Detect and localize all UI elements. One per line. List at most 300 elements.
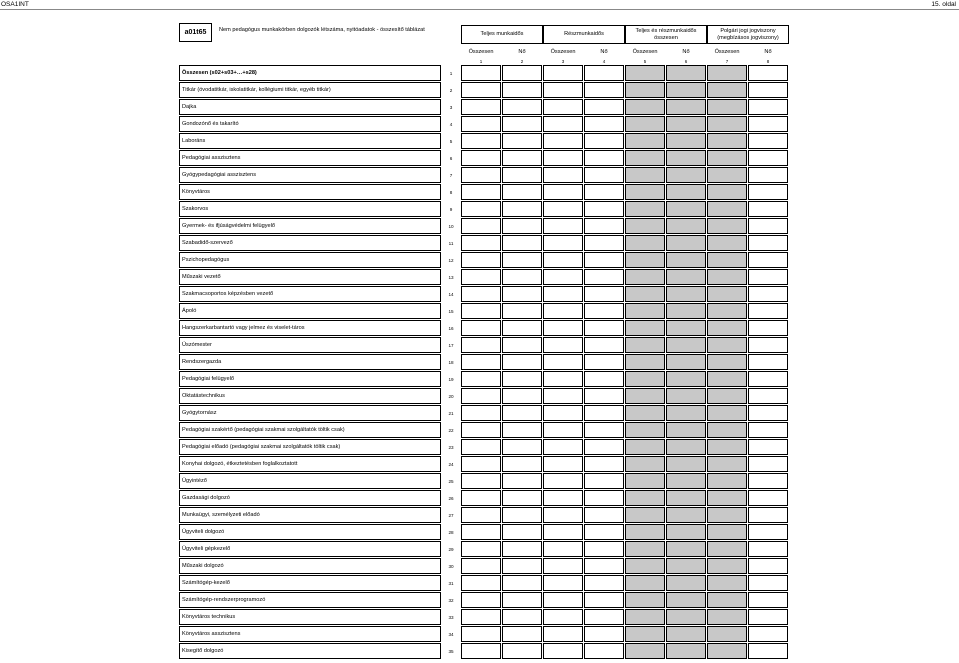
input-cell[interactable]: [748, 456, 788, 472]
disabled-cell: [666, 337, 706, 353]
disabled-cell: [666, 609, 706, 625]
input-cell[interactable]: [543, 541, 583, 557]
input-cell[interactable]: [584, 303, 624, 319]
input-cell[interactable]: [748, 507, 788, 523]
row-number: 21: [448, 410, 454, 416]
input-cell[interactable]: [584, 235, 624, 251]
disabled-cell: [666, 643, 706, 659]
input-cell[interactable]: [584, 507, 624, 523]
input-cell[interactable]: [543, 524, 583, 540]
input-cell[interactable]: [461, 235, 501, 251]
disabled-cell: [625, 116, 665, 132]
row-number: 25: [448, 478, 454, 484]
row-label: Műszaki vezető: [179, 269, 441, 285]
input-cell[interactable]: [584, 269, 624, 285]
disabled-cell: [625, 354, 665, 370]
input-cell[interactable]: [502, 218, 542, 234]
disabled-cell: [707, 82, 747, 98]
input-cell[interactable]: [461, 99, 501, 115]
input-cell[interactable]: [461, 184, 501, 200]
input-cell[interactable]: [748, 286, 788, 302]
disabled-cell: [625, 201, 665, 217]
row-label: Kisegítő dolgozó: [179, 643, 441, 659]
input-cell[interactable]: [748, 473, 788, 489]
input-cell[interactable]: [502, 592, 542, 608]
input-cell[interactable]: [748, 643, 788, 659]
input-cell[interactable]: [502, 320, 542, 336]
input-cell[interactable]: [748, 303, 788, 319]
input-cell[interactable]: [461, 252, 501, 268]
input-cell[interactable]: [461, 490, 501, 506]
disabled-cell: [625, 371, 665, 387]
input-cell[interactable]: [461, 524, 501, 540]
disabled-cell: [666, 82, 706, 98]
row-label: Hangszerkarbantartó vagy jelmez és viselet-táros: [179, 320, 441, 336]
input-cell[interactable]: [543, 592, 583, 608]
column-sub-header: Nő: [682, 48, 690, 55]
column-number: 7: [725, 59, 729, 64]
input-cell[interactable]: [543, 252, 583, 268]
input-cell[interactable]: [748, 354, 788, 370]
row-number: 17: [448, 342, 454, 348]
input-cell[interactable]: [502, 388, 542, 404]
input-cell[interactable]: [748, 320, 788, 336]
input-cell[interactable]: [543, 371, 583, 387]
input-cell[interactable]: [748, 439, 788, 455]
disabled-cell: [666, 303, 706, 319]
input-cell[interactable]: [584, 388, 624, 404]
input-cell[interactable]: [584, 65, 624, 81]
row-number: 26: [448, 495, 454, 501]
input-cell[interactable]: [748, 558, 788, 574]
disabled-cell: [707, 337, 747, 353]
disabled-cell: [666, 116, 706, 132]
input-cell[interactable]: [748, 150, 788, 166]
input-cell[interactable]: [748, 201, 788, 217]
column-number: 4: [602, 59, 606, 64]
disabled-cell: [625, 575, 665, 591]
input-cell[interactable]: [543, 405, 583, 421]
input-cell[interactable]: [461, 167, 501, 183]
input-cell[interactable]: [461, 388, 501, 404]
input-cell[interactable]: [543, 558, 583, 574]
input-cell[interactable]: [502, 473, 542, 489]
input-cell[interactable]: [748, 626, 788, 642]
column-group-header: Polgári jogi jogviszony (megbízásos jogviszony): [707, 25, 789, 44]
input-cell[interactable]: [461, 609, 501, 625]
input-cell[interactable]: [748, 609, 788, 625]
row-label: Ügyintéző: [179, 473, 441, 489]
row-label: Ügyviteli gépkezelő: [179, 541, 441, 557]
disabled-cell: [666, 269, 706, 285]
input-cell[interactable]: [502, 252, 542, 268]
input-cell[interactable]: [502, 439, 542, 455]
input-cell[interactable]: [502, 235, 542, 251]
disabled-cell: [666, 592, 706, 608]
row-number: 32: [448, 597, 454, 603]
input-cell[interactable]: [502, 371, 542, 387]
disabled-cell: [666, 405, 706, 421]
disabled-cell: [666, 320, 706, 336]
row-label: Pszichopedagógus: [179, 252, 441, 268]
disabled-cell: [707, 99, 747, 115]
input-cell[interactable]: [461, 286, 501, 302]
input-cell[interactable]: [748, 575, 788, 591]
input-cell[interactable]: [461, 150, 501, 166]
disabled-cell: [625, 626, 665, 642]
input-cell[interactable]: [584, 252, 624, 268]
input-cell[interactable]: [543, 133, 583, 149]
column-number: 2: [520, 59, 524, 64]
input-cell[interactable]: [584, 371, 624, 387]
input-cell[interactable]: [543, 507, 583, 523]
input-cell[interactable]: [502, 303, 542, 319]
input-cell[interactable]: [502, 422, 542, 438]
column-number: 6: [684, 59, 688, 64]
input-cell[interactable]: [748, 252, 788, 268]
input-cell[interactable]: [502, 643, 542, 659]
input-cell[interactable]: [502, 286, 542, 302]
disabled-cell: [707, 133, 747, 149]
input-cell[interactable]: [584, 150, 624, 166]
input-cell[interactable]: [584, 422, 624, 438]
input-cell[interactable]: [543, 303, 583, 319]
input-cell[interactable]: [584, 133, 624, 149]
input-cell[interactable]: [584, 184, 624, 200]
input-cell[interactable]: [543, 490, 583, 506]
row-number: 15: [448, 308, 454, 314]
input-cell[interactable]: [543, 609, 583, 625]
input-cell[interactable]: [502, 201, 542, 217]
header-divider: [0, 9, 959, 10]
input-cell[interactable]: [748, 65, 788, 81]
input-cell[interactable]: [502, 116, 542, 132]
disabled-cell: [707, 388, 747, 404]
input-cell[interactable]: [584, 354, 624, 370]
input-cell[interactable]: [748, 99, 788, 115]
input-cell[interactable]: [748, 490, 788, 506]
disabled-cell: [707, 65, 747, 81]
input-cell[interactable]: [543, 116, 583, 132]
input-cell[interactable]: [584, 473, 624, 489]
input-cell[interactable]: [748, 133, 788, 149]
disabled-cell: [666, 422, 706, 438]
row-label: Titkár (óvodatitkár, iskolatitkár, kollégiumi titkár, egyéb titkár): [179, 82, 441, 98]
input-cell[interactable]: [543, 150, 583, 166]
input-cell[interactable]: [584, 116, 624, 132]
row-number: 13: [448, 274, 454, 280]
input-cell[interactable]: [584, 439, 624, 455]
row-number: 20: [448, 393, 454, 399]
disabled-cell: [625, 286, 665, 302]
disabled-cell: [625, 439, 665, 455]
input-cell[interactable]: [584, 82, 624, 98]
input-cell[interactable]: [461, 592, 501, 608]
row-number: 28: [448, 529, 454, 535]
row-number: 27: [448, 512, 454, 518]
disabled-cell: [625, 592, 665, 608]
disabled-cell: [625, 82, 665, 98]
input-cell[interactable]: [543, 269, 583, 285]
input-cell[interactable]: [543, 354, 583, 370]
input-cell[interactable]: [584, 626, 624, 642]
disabled-cell: [707, 643, 747, 659]
input-cell[interactable]: [543, 626, 583, 642]
table-title: Nem pedagógus munkakörben dolgozók létszáma, nyitóadatok - összesítő táblázat: [219, 27, 425, 33]
input-cell[interactable]: [748, 541, 788, 557]
disabled-cell: [707, 320, 747, 336]
input-cell[interactable]: [502, 541, 542, 557]
input-cell[interactable]: [748, 167, 788, 183]
disabled-cell: [625, 558, 665, 574]
row-number: 22: [448, 427, 454, 433]
input-cell[interactable]: [543, 473, 583, 489]
input-cell[interactable]: [461, 65, 501, 81]
input-cell[interactable]: [461, 133, 501, 149]
input-cell[interactable]: [461, 473, 501, 489]
row-number: 12: [448, 257, 454, 263]
disabled-cell: [707, 456, 747, 472]
disabled-cell: [666, 456, 706, 472]
input-cell[interactable]: [584, 320, 624, 336]
disabled-cell: [666, 558, 706, 574]
disabled-cell: [625, 422, 665, 438]
disabled-cell: [707, 116, 747, 132]
input-cell[interactable]: [748, 592, 788, 608]
input-cell[interactable]: [502, 184, 542, 200]
input-cell[interactable]: [748, 405, 788, 421]
row-number: 7: [449, 172, 453, 178]
input-cell[interactable]: [502, 354, 542, 370]
column-sub-header: Összesen: [468, 48, 494, 55]
input-cell[interactable]: [502, 524, 542, 540]
input-cell[interactable]: [543, 82, 583, 98]
row-label: Oktatástechnikus: [179, 388, 441, 404]
row-number: 29: [448, 546, 454, 552]
disabled-cell: [707, 422, 747, 438]
input-cell[interactable]: [502, 337, 542, 353]
row-number: 19: [448, 376, 454, 382]
row-label: Műszaki dolgozó: [179, 558, 441, 574]
row-label: Számítógép-rendszerprogramozó: [179, 592, 441, 608]
disabled-cell: [625, 473, 665, 489]
input-cell[interactable]: [748, 388, 788, 404]
row-label: Könyvtáros technikus: [179, 609, 441, 625]
input-cell[interactable]: [543, 167, 583, 183]
column-sub-header: Összesen: [550, 48, 576, 55]
input-cell[interactable]: [543, 201, 583, 217]
input-cell[interactable]: [543, 235, 583, 251]
input-cell[interactable]: [584, 201, 624, 217]
input-cell[interactable]: [461, 337, 501, 353]
input-cell[interactable]: [543, 422, 583, 438]
row-label: Pedagógiai szakértő (pedagógiai szakmai szolgáltatók töltik csak): [179, 422, 441, 438]
input-cell[interactable]: [461, 643, 501, 659]
column-number: 8: [766, 59, 770, 64]
input-cell[interactable]: [461, 575, 501, 591]
input-cell[interactable]: [584, 490, 624, 506]
input-cell[interactable]: [748, 184, 788, 200]
input-cell[interactable]: [748, 371, 788, 387]
input-cell[interactable]: [502, 609, 542, 625]
input-cell[interactable]: [748, 235, 788, 251]
input-cell[interactable]: [461, 354, 501, 370]
input-cell[interactable]: [543, 643, 583, 659]
row-number: 33: [448, 614, 454, 620]
input-cell[interactable]: [748, 218, 788, 234]
input-cell[interactable]: [748, 116, 788, 132]
input-cell[interactable]: [748, 422, 788, 438]
row-label: Gondozónő és takarító: [179, 116, 441, 132]
row-label: Gyógypedagógiai asszisztens: [179, 167, 441, 183]
column-group-header: Teljes munkaidős: [461, 25, 543, 44]
row-label: Rendszergazda: [179, 354, 441, 370]
input-cell[interactable]: [461, 303, 501, 319]
row-number: 34: [448, 631, 454, 637]
input-cell[interactable]: [584, 337, 624, 353]
input-cell[interactable]: [584, 524, 624, 540]
input-cell[interactable]: [502, 99, 542, 115]
input-cell[interactable]: [461, 320, 501, 336]
disabled-cell: [625, 65, 665, 81]
disabled-cell: [625, 524, 665, 540]
input-cell[interactable]: [543, 65, 583, 81]
disabled-cell: [707, 150, 747, 166]
input-cell[interactable]: [461, 405, 501, 421]
input-cell[interactable]: [502, 575, 542, 591]
input-cell[interactable]: [748, 337, 788, 353]
input-cell[interactable]: [543, 286, 583, 302]
input-cell[interactable]: [461, 626, 501, 642]
column-group-header: Teljes és részmunkaidős összesen: [625, 25, 707, 44]
input-cell[interactable]: [502, 65, 542, 81]
input-cell[interactable]: [461, 116, 501, 132]
disabled-cell: [666, 286, 706, 302]
row-number: 14: [448, 291, 454, 297]
input-cell[interactable]: [502, 167, 542, 183]
input-cell[interactable]: [584, 405, 624, 421]
row-number: 5: [449, 138, 453, 144]
disabled-cell: [707, 184, 747, 200]
disabled-cell: [625, 541, 665, 557]
disabled-cell: [625, 184, 665, 200]
input-cell[interactable]: [502, 82, 542, 98]
input-cell[interactable]: [502, 490, 542, 506]
input-cell[interactable]: [502, 456, 542, 472]
disabled-cell: [625, 490, 665, 506]
disabled-cell: [707, 269, 747, 285]
disabled-cell: [625, 235, 665, 251]
row-number: 10: [448, 223, 454, 229]
input-cell[interactable]: [502, 269, 542, 285]
input-cell[interactable]: [584, 541, 624, 557]
row-label: Összesen (s02+s03+…+s28): [179, 65, 441, 81]
disabled-cell: [707, 490, 747, 506]
disabled-cell: [666, 439, 706, 455]
disabled-cell: [707, 303, 747, 319]
input-cell[interactable]: [502, 626, 542, 642]
input-cell[interactable]: [461, 269, 501, 285]
input-cell[interactable]: [543, 320, 583, 336]
row-label: Pedagógiai asszisztens: [179, 150, 441, 166]
disabled-cell: [707, 252, 747, 268]
row-number: 30: [448, 563, 454, 569]
input-cell[interactable]: [584, 456, 624, 472]
input-cell[interactable]: [461, 201, 501, 217]
form-id: OSA1INT: [1, 1, 29, 8]
disabled-cell: [625, 150, 665, 166]
input-cell[interactable]: [461, 82, 501, 98]
input-cell[interactable]: [502, 150, 542, 166]
disabled-cell: [625, 337, 665, 353]
input-cell[interactable]: [502, 133, 542, 149]
input-cell[interactable]: [748, 269, 788, 285]
input-cell[interactable]: [543, 184, 583, 200]
input-cell[interactable]: [543, 218, 583, 234]
input-cell[interactable]: [461, 507, 501, 523]
input-cell[interactable]: [584, 286, 624, 302]
input-cell[interactable]: [584, 218, 624, 234]
input-cell[interactable]: [748, 524, 788, 540]
input-cell[interactable]: [461, 456, 501, 472]
row-number: 2: [449, 87, 453, 93]
input-cell[interactable]: [543, 99, 583, 115]
input-cell[interactable]: [502, 558, 542, 574]
input-cell[interactable]: [748, 82, 788, 98]
row-number: 9: [449, 206, 453, 212]
column-sub-header: Nő: [518, 48, 526, 55]
disabled-cell: [666, 201, 706, 217]
column-sub-header: Nő: [764, 48, 772, 55]
input-cell[interactable]: [584, 592, 624, 608]
row-label: Gazdasági dolgozó: [179, 490, 441, 506]
input-cell[interactable]: [543, 439, 583, 455]
disabled-cell: [666, 218, 706, 234]
row-label: Gyermek- és ifjúságvédelmi felügyelő: [179, 218, 441, 234]
row-number: 31: [448, 580, 454, 586]
disabled-cell: [625, 133, 665, 149]
input-cell[interactable]: [543, 388, 583, 404]
input-cell[interactable]: [461, 439, 501, 455]
input-cell[interactable]: [543, 575, 583, 591]
input-cell[interactable]: [584, 609, 624, 625]
disabled-cell: [707, 167, 747, 183]
input-cell[interactable]: [461, 558, 501, 574]
input-cell[interactable]: [461, 218, 501, 234]
input-cell[interactable]: [584, 167, 624, 183]
input-cell[interactable]: [584, 643, 624, 659]
input-cell[interactable]: [543, 337, 583, 353]
input-cell[interactable]: [584, 558, 624, 574]
input-cell[interactable]: [584, 575, 624, 591]
input-cell[interactable]: [502, 405, 542, 421]
disabled-cell: [625, 269, 665, 285]
input-cell[interactable]: [543, 456, 583, 472]
disabled-cell: [707, 405, 747, 421]
row-label: Számítógép-kezelő: [179, 575, 441, 591]
disabled-cell: [666, 252, 706, 268]
input-cell[interactable]: [461, 371, 501, 387]
disabled-cell: [625, 388, 665, 404]
input-cell[interactable]: [461, 541, 501, 557]
disabled-cell: [707, 592, 747, 608]
page-label: 15. oldal: [931, 1, 956, 8]
row-number: 16: [448, 325, 454, 331]
input-cell[interactable]: [502, 507, 542, 523]
input-cell[interactable]: [584, 99, 624, 115]
disabled-cell: [707, 286, 747, 302]
input-cell[interactable]: [461, 422, 501, 438]
